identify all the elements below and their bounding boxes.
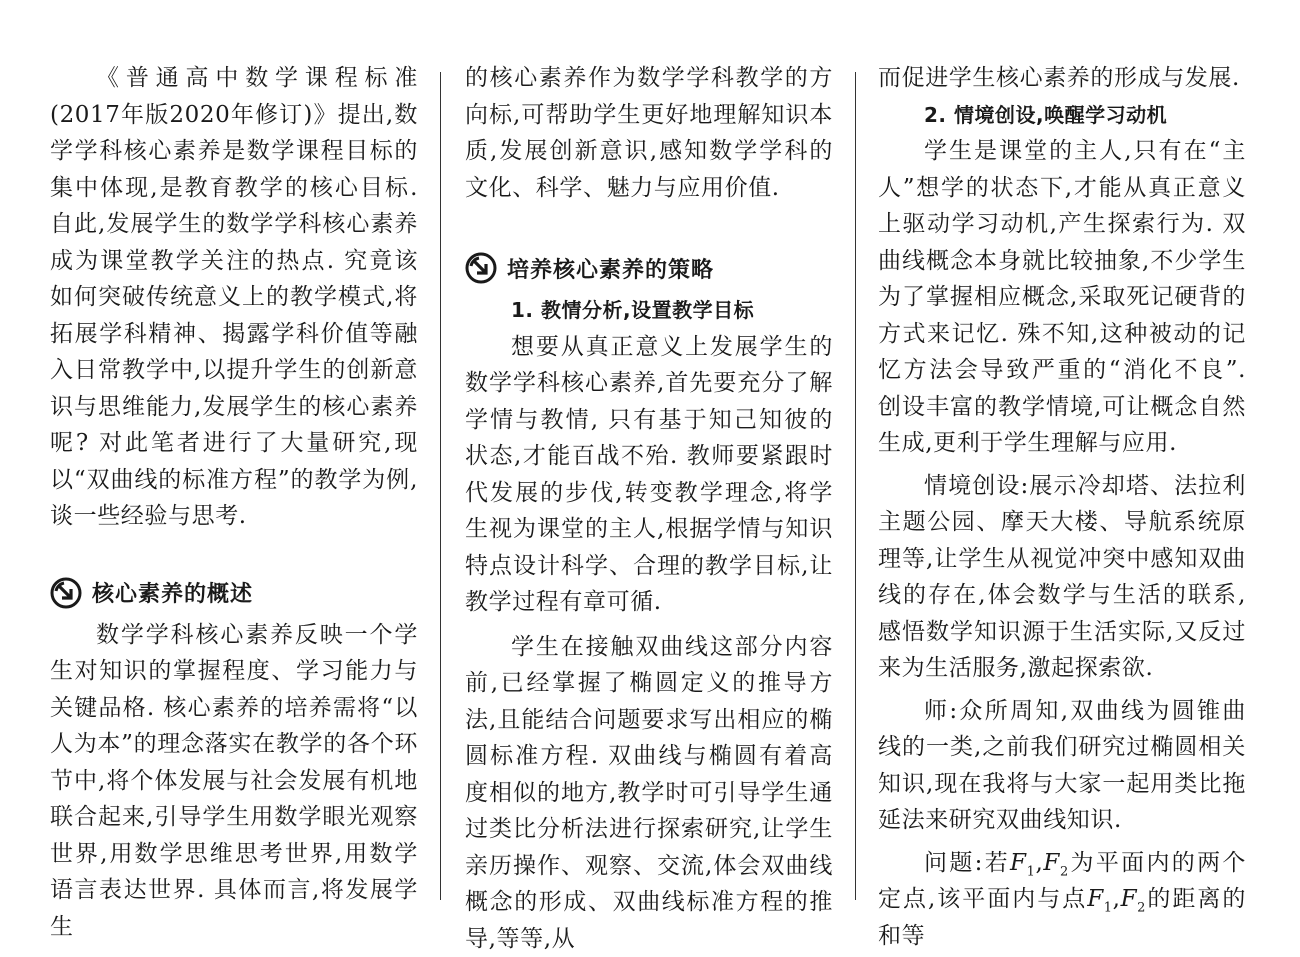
section-heading-strategy [465,246,833,290]
column-divider [855,72,856,900]
teacher-paragraph: 师:众所周知,双曲线为圆锥曲线的一类,之前我们研究过椭圆相关知识,现在我将与大家一起用类比拖延法来研究双曲线知识. [878,693,1246,839]
overview-paragraph: 数学学科核心素养反映一个学生对知识的掌握程度、学习能力与关键品格. 核心素养的培养需将“以人为本”的理念落实在教学的各个环节中,将个体发展与社会发展有机地联合起来,引导学生用数学眼光观察世界,用数学思维思考世界,用数学语言表达世界. 具体而言,将发展学生 [50,617,418,946]
question-paragraph [878,845,1246,955]
question-text: 问题:若 [924,850,1010,876]
scenario-paragraph: 情境创设:展示冷却塔、法拉利主题公园、摩天大楼、导航系统原理等,让学生从视觉冲突中感知双曲线的存在,体会数学与生活的联系,感悟数学知识源于生活实际,又反过来为生活服务,激起探索欲. [878,468,1246,687]
subsection-heading-1: 1. 教情分析,设置教学目标 [465,292,833,329]
math-variable: F [1010,850,1027,876]
question-text: 的距离的和等 [878,886,1246,949]
subscript: 1 [1027,864,1036,879]
column-1 [50,60,418,910]
subsection-heading-2: 2. 情境创设,唤醒学习动机 [878,97,1246,134]
circled-arrow-down-right-icon [50,577,82,609]
column-2 [465,60,833,910]
continued-paragraph: 而促进学生核心素养的形成与发展. [878,60,1246,97]
intro-paragraph: 《普通高中数学课程标准(2017年版2020年修订)》提出,数学学科核心素养是数学课程目标的集中体现,是教育教学的核心目标. 自此,发展学生的数学学科核心素养成为课堂教学关注的热点. 究竟该如何突破传统意义上的教学模式,将拓展学科精神、揭露学科价值等融入日常教学中,以提升学生的创新意识与思维能力,发展学生的核心素养呢? 对此笔者进行了大量研究,现以“双曲线的标准方程”的教学为例,谈一些经验与思考. [50,60,418,535]
spacer [50,535,418,571]
spacer [465,621,833,629]
strategy-paragraph-2: 学生在接触双曲线这部分内容前,已经掌握了椭圆定义的推导方法,且能结合问题要求写出相应的椭圆标准方程. 双曲线与椭圆有着高度相似的地方,教学时可引导学生通过类比分析法进行探索研究,让学生亲历操作、观察、交流,体会双曲线概念的形成、双曲线标准方程的推导,等等,从 [465,629,833,957]
strategy-paragraph-1: 想要从真正意义上发展学生的数学学科核心素养,首先要充分了解学情与教情, 只有基于知己知彼的状态,才能百战不殆. 教师要紧跟时代发展的步伐,转变教学理念,将学生视为课堂的主人,根据学情与知识特点设计科学、合理的教学目标,让教学过程有章可循. [465,329,833,621]
subscript: 2 [1060,864,1069,879]
math-variable: F [1043,850,1060,876]
section-title: 核心素养的概述 [92,577,253,608]
section-heading-overview [50,571,418,615]
subscript: 2 [1137,901,1146,916]
motivation-paragraph: 学生是课堂的主人,只有在“主人”想学的状态下,才能从真正意义上驱动学习动机,产生探索行为. 双曲线概念本身就比较抽象,不少学生为了掌握相应概念,采取死记硬背的方式来记忆. 殊不知,这种被动的记忆方法会导致严重的“消化不良”. 创设丰富的教学情境,可让概念自然生成,更利于学生理解与应用. [878,133,1246,462]
continued-paragraph: 的核心素养作为数学学科教学的方向标,可帮助学生更好地理解知识本质,发展创新意识,感知数学学科的文化、科学、魅力与应用价值. [465,60,833,206]
column-divider [440,72,441,900]
math-variable: F [1121,886,1138,912]
column-3 [878,60,1246,910]
section-title: 培养核心素养的策略 [507,253,714,284]
circled-arrow-down-right-icon [465,252,497,284]
comma: , [1113,886,1121,912]
question-text: 为平面内的两个定点,该平面内与点 [878,850,1246,913]
comma: , [1035,850,1043,876]
math-variable: F [1087,886,1104,912]
spacer [465,206,833,246]
subscript: 1 [1104,901,1113,916]
